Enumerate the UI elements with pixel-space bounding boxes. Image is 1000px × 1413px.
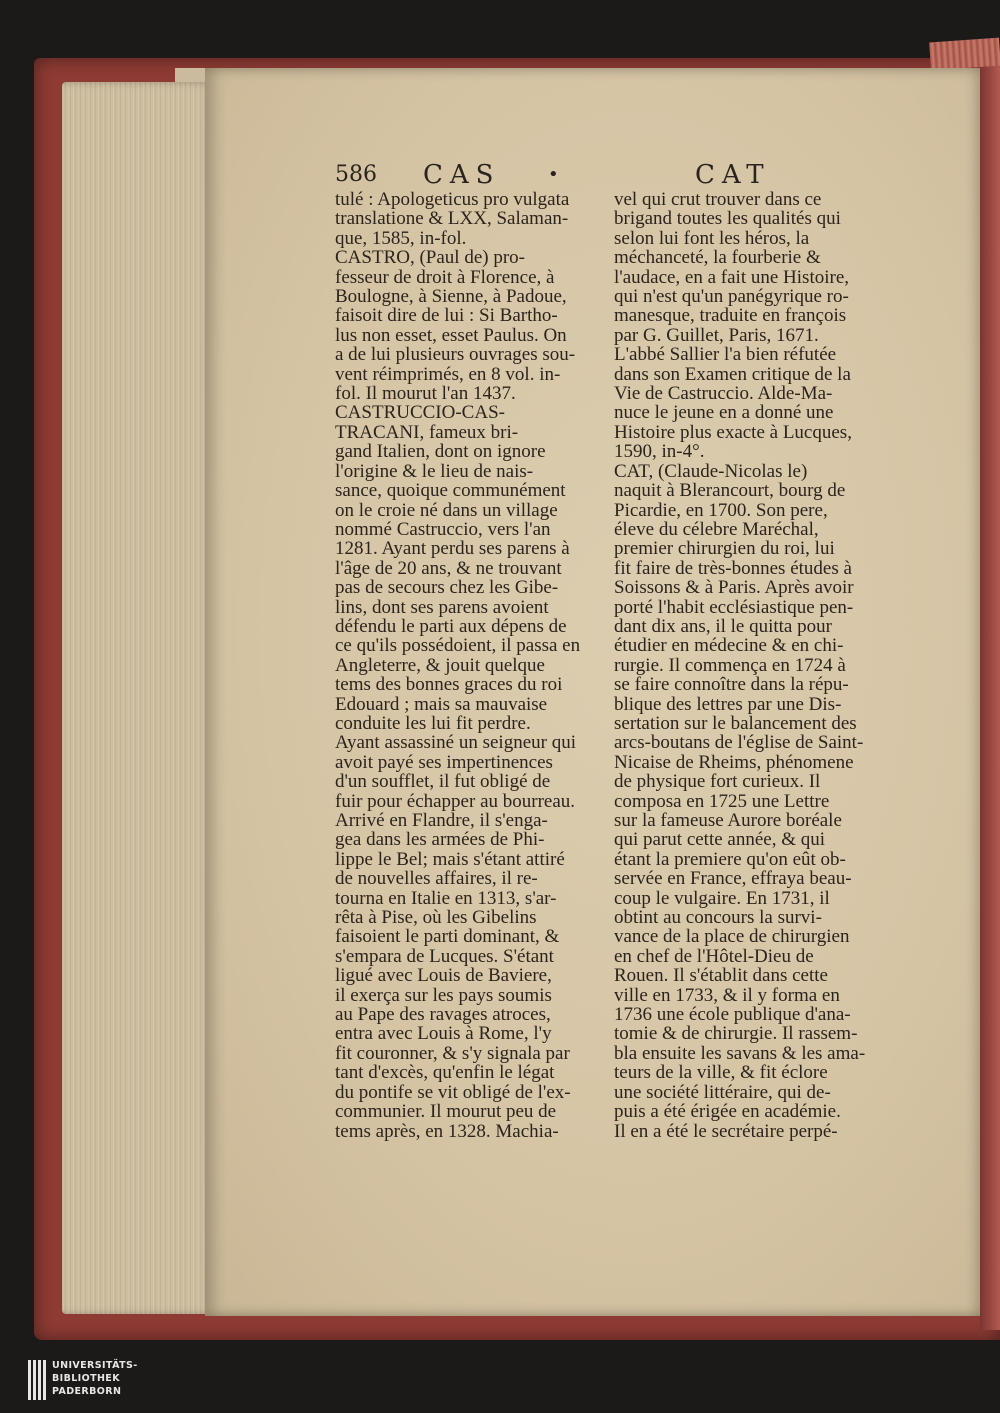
text-line: lus non esset, esset Paulus. On (335, 324, 567, 346)
text-line: 1590, in-4°. (614, 441, 705, 463)
text-line: communier. Il mourut peu de (335, 1101, 557, 1123)
running-head-separator: • (548, 164, 559, 185)
text-line: Angleterre, & jouit quelque (335, 654, 545, 676)
text-line: méchanceté, la fourberie & (614, 247, 821, 269)
running-head-right: CAT (695, 160, 771, 190)
text-line: translatione & LXX, Salaman- (335, 208, 569, 230)
text-line: s'empara de Lucques. S'étant (335, 945, 554, 967)
text-line: de nouvelles affaires, il re- (335, 868, 538, 890)
text-line: par G. Guillet, Paris, 1671. (614, 324, 819, 346)
text-line: puis a été érigée en académie. (614, 1101, 841, 1123)
text-line: tems après, en 1328. Machia- (335, 1120, 559, 1142)
text-line: fesseur de droit à Florence, à (335, 266, 555, 288)
text-line: sance, quoique communément (335, 480, 566, 502)
text-line: au Pape des ravages atroces, (335, 1004, 551, 1026)
logo-text-line1: UNIVERSITÄTS- (52, 1360, 138, 1371)
text-line: Histoire plus exacte à Lucques, (614, 421, 852, 443)
page-number: 586 (335, 162, 377, 187)
page-edges (62, 82, 212, 1314)
text-line: Vie de Castruccio. Alde-Ma- (614, 383, 833, 405)
text-line: qui n'est qu'un panégyrique ro- (614, 286, 849, 308)
text-line: ville en 1733, & il y forma en (614, 984, 840, 1006)
text-column-right (614, 190, 882, 1141)
text-line: composa en 1725 une Lettre (614, 790, 830, 812)
text-line: Arrivé en Flandre, il s'enga- (335, 810, 548, 831)
text-line: tant d'excès, qu'enfin le légat (335, 1062, 555, 1084)
text-line: vel qui crut trouver dans ce (614, 189, 822, 210)
text-line: CAT, (Claude-Nicolas le) (614, 460, 808, 482)
text-line: lins, dont ses parens avoient (335, 596, 549, 618)
text-line: étant la premiere qu'on eût ob- (614, 848, 846, 870)
text-line: 1281. Ayant perdu ses parens à (335, 538, 570, 560)
text-line: obtint au concours la survi- (614, 907, 822, 929)
text-line: Edouard ; mais sa mauvaise (335, 693, 548, 715)
text-line: une société littéraire, qui de- (614, 1081, 831, 1103)
text-line: nuce le jeune en a donné une (614, 402, 834, 424)
text-line: L'abbé Sallier l'a bien réfutée (614, 344, 837, 366)
text-line: sertation sur le balancement des (614, 712, 857, 734)
text-line: manesque, traduite en françois (614, 305, 847, 327)
text-line: avoit payé ses impertinences (335, 751, 553, 773)
text-line: du pontife se vit obligé de l'ex- (335, 1081, 571, 1103)
text-line: 1736 une école publique d'ana- (614, 1004, 851, 1026)
library-logo (28, 1360, 228, 1400)
text-line: a de lui plusieurs ouvrages sou- (335, 344, 576, 366)
text-line: Nicaise de Rheims, phénomene (614, 751, 854, 773)
text-line: Ayant assassiné un seigneur qui (335, 732, 576, 754)
text-line: sur la fameuse Aurore boréale (614, 810, 842, 831)
text-line: étudier en médecine & en chi- (614, 635, 844, 657)
text-line: naquit à Blerancourt, bourg de (614, 480, 846, 502)
text-line: lippe le Bel; mais s'étant attiré (335, 848, 565, 870)
text-line: dans son Examen critique de la (614, 363, 851, 385)
logo-text-line2: BIBLIOTHEK (52, 1373, 120, 1384)
text-line: Il en a été le secrétaire perpé- (614, 1120, 838, 1142)
text-line: se faire connoître dans la répu- (614, 674, 849, 696)
text-line: tourna en Italie en 1313, s'ar- (335, 887, 557, 909)
text-line: de physique fort curieux. Il (614, 771, 821, 793)
text-line: que, 1585, in-fol. (335, 227, 467, 249)
text-line: porté l'habit ecclésiastique pen- (614, 596, 854, 618)
text-column-left (335, 190, 603, 1141)
text-line: éleve du célebre Maréchal, (614, 518, 819, 540)
text-line: gea dans les armées de Phi- (335, 829, 545, 851)
text-line: fol. Il mourut l'an 1437. (335, 383, 516, 405)
running-head-left: CAS (423, 160, 501, 190)
text-line: Rouen. Il s'établit dans cette (614, 965, 828, 987)
text-line: selon lui font les héros, la (614, 227, 810, 249)
text-line: CASTRO, (Paul de) pro- (335, 247, 525, 269)
text-line: fit couronner, & s'y signala par (335, 1042, 570, 1064)
text-line: blique des lettres par une Dis- (614, 693, 842, 715)
text-line: premier chirurgien du roi, lui (614, 538, 835, 560)
text-line: faisoit dire de lui : Si Bartho- (335, 305, 558, 327)
text-line: CASTRUCCIO-CAS- (335, 402, 505, 424)
text-line: on le croie né dans un village (335, 499, 558, 521)
text-line: qui parut cette année, & qui (614, 829, 826, 851)
ribbon-bookmark (929, 38, 1000, 71)
text-line: entra avec Louis à Rome, l'y (335, 1023, 552, 1045)
text-line: rurgie. Il commença en 1724 à (614, 654, 846, 676)
text-line: brigand toutes les qualités qui (614, 208, 841, 230)
text-line: fit faire de très-bonnes études à (614, 557, 852, 579)
text-line: l'audace, en a fait une Histoire, (614, 266, 850, 288)
library-logo-icon (28, 1360, 50, 1400)
text-line: coup le vulgaire. En 1731, il (614, 887, 830, 909)
text-line: ligué avec Louis de Baviere, (335, 965, 552, 987)
text-line: l'origine & le lieu de nais- (335, 460, 534, 482)
text-line: fuir pour échapper au bourreau. (335, 790, 576, 812)
text-line: l'âge de 20 ans, & ne trouvant (335, 557, 562, 579)
text-line: gand Italien, dont on ignore (335, 441, 546, 463)
text-line: Soissons & à Paris. Après avoir (614, 577, 854, 599)
text-line: conduite les lui fit perdre. (335, 712, 531, 734)
text-line: arcs-boutans de l'église de Saint- (614, 732, 864, 754)
text-line: tulé : Apologeticus pro vulgata (335, 189, 570, 210)
text-line: nommé Castruccio, vers l'an (335, 518, 551, 540)
text-line: rêta à Pise, où les Gibelins (335, 907, 537, 929)
text-line: tomie & de chirurgie. Il rassem- (614, 1023, 858, 1045)
text-line: bla ensuite les savans & les ama- (614, 1042, 866, 1064)
text-line: vent réimprimés, en 8 vol. in- (335, 363, 561, 385)
logo-text-line3: PADERBORN (52, 1386, 122, 1397)
text-line: servée en France, effraya beau- (614, 868, 852, 890)
book-spine-edge (980, 60, 1000, 1330)
text-line: Boulogne, à Sienne, à Padoue, (335, 286, 567, 308)
text-line: TRACANI, fameux bri- (335, 421, 519, 443)
text-line: en chef de l'Hôtel-Dieu de (614, 945, 814, 967)
text-line: d'un soufflet, il fut obligé de (335, 771, 551, 793)
text-line: ce qu'ils possédoient, il passa en (335, 635, 581, 657)
text-line: pas de secours chez les Gibe- (335, 577, 559, 599)
text-line: tems des bonnes graces du roi (335, 674, 563, 696)
text-line: vance de la place de chirurgien (614, 926, 850, 948)
text-line: dant dix ans, il le quitta pour (614, 615, 832, 637)
text-line: il exerça sur les pays soumis (335, 984, 552, 1006)
text-line: défendu le parti aux dépens de (335, 615, 567, 637)
text-line: teurs de la ville, & fit éclore (614, 1062, 828, 1084)
text-line: Picardie, en 1700. Son pere, (614, 499, 828, 521)
text-line: faisoient le parti dominant, & (335, 926, 560, 948)
